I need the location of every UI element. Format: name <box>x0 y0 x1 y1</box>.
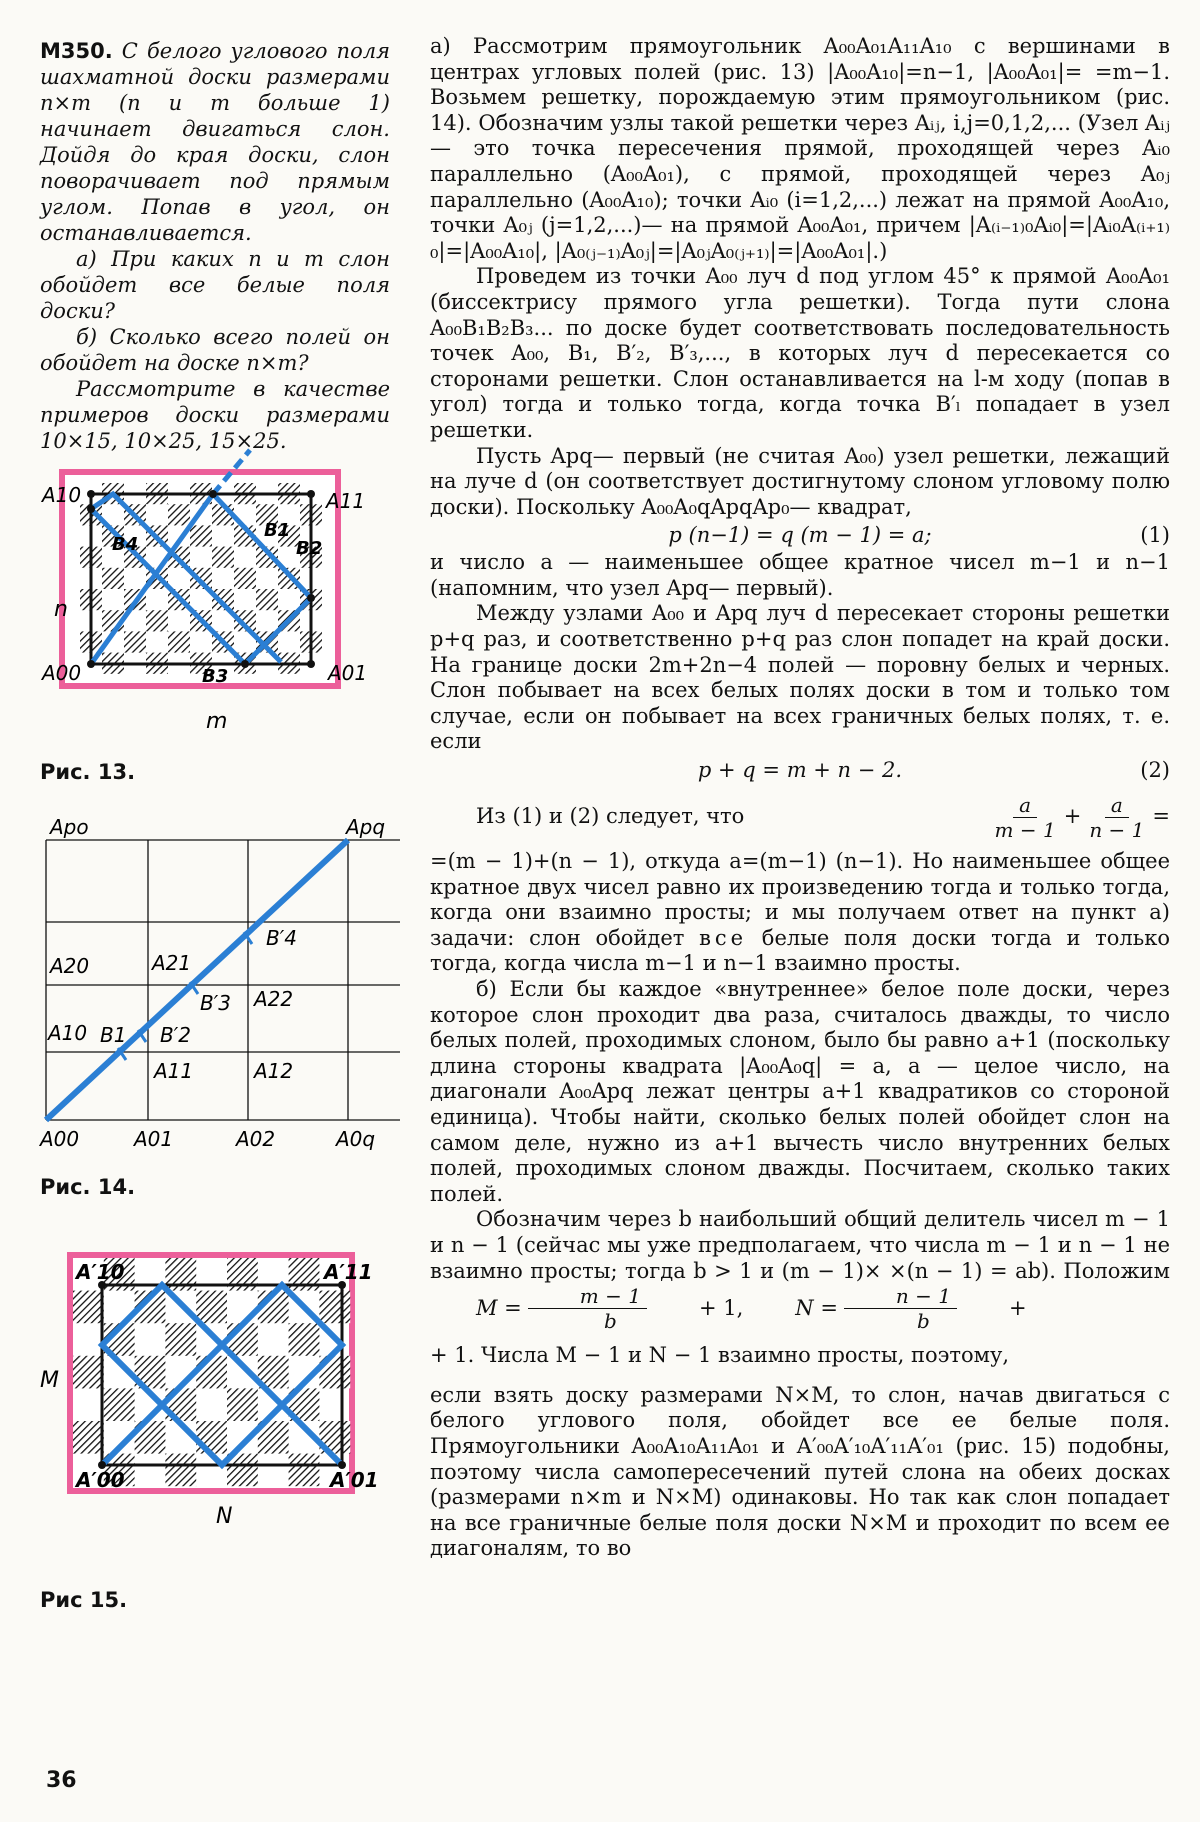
fraction-2: $\frac{a}{n - 1}$ <box>1089 792 1145 842</box>
label-A00p: A′00 <box>76 1468 125 1492</box>
board-dark-square <box>319 1291 350 1324</box>
label-A12: A12 <box>254 1059 294 1083</box>
board-dark-square <box>124 631 146 652</box>
label-B4: B′4 <box>266 926 297 950</box>
from-text: Из (1) и (2) следует, что <box>476 804 745 829</box>
solution-paragraph-10: если взять доску размерами N×M, то слон, начав двигаться с белого углового поля, обойдет все ее белые поля. Прямоугольники A₀₀A₁₀A₁₁A₀₁ и A′₀₀A′₁₀A′₁₁A′₀₁ (рис. 15) подобны, поэтому числа самопересечений путей слона на обеих досках (размерами n×m и N×M) одинаковы. Но так как слон попадает на все граничные белые поля доски N×M и проходит по всем ее диагоналям, то во <box>430 1382 1170 1561</box>
label-A10: A10 <box>42 483 82 507</box>
label-Apq: Apq <box>346 815 386 839</box>
ray-d <box>46 840 348 1120</box>
label-Ap0: Apo <box>50 815 89 839</box>
label-B1: B1 <box>264 520 291 541</box>
label-A10: A10 <box>48 1021 88 1045</box>
label-A01p: A′01 <box>330 1468 379 1492</box>
label-A20: A20 <box>50 954 90 978</box>
solution-paragraph-2: Проведем из точки A₀₀ луч d под углом 45° к прямой A₀₀A₀₁ (биссектрису прямого угла решетки). Тогда пути слона A₀₀B₁B₂B₃... по доске будет соответствовать последовательность точек A₀₀, B₁, B′₂, B′₃,..., в которых луч d пересекается со сторонами решетки. Слон останавливается на l-м ходу (попав в угол) тогда и только тогда, когда точка B′ₗ попадает в узел решетки. <box>430 264 1170 442</box>
spaced-word: все <box>699 925 748 950</box>
board-dark-square <box>73 1421 104 1454</box>
board-dark-square <box>73 1291 104 1324</box>
board-dark-square <box>196 1356 227 1389</box>
board-dark-square <box>165 1323 196 1356</box>
label-A11p: A′11 <box>324 1260 373 1284</box>
board-dark-square <box>168 631 190 652</box>
board-dark-square <box>234 568 256 589</box>
formula-1: p (n−1) = q (m − 1) = a; (1) <box>430 520 1170 550</box>
caption-fig15: Рис 15. <box>40 1588 128 1612</box>
problem-part-a: а) При каких n и m слон обойдет все белые поля доски? <box>40 247 390 323</box>
fraction-M: $\frac{m - 1}{b}$ <box>528 1284 647 1333</box>
board-dark-square <box>196 1291 227 1324</box>
label-A11: A11 <box>154 1059 194 1083</box>
label-N: N <box>216 1504 233 1529</box>
label-B3: B′3 <box>200 991 231 1015</box>
page-number: 36 <box>46 1768 77 1793</box>
formula-1-number: (1) <box>1140 523 1170 548</box>
solution-paragraph-3: Пусть Apq— первый (не считая A₀₀) узел решетки, лежащий на луче d (он соответствует достигнутому слоном угловому полю доски). Поскольку A₀₀A₀qApqAp₀— квадрат, <box>430 443 1170 519</box>
caption-fig13: Рис. 13. <box>40 760 136 784</box>
label-A10p: A′10 <box>76 1260 125 1284</box>
solution-paragraph-6: =(m − 1)+(n − 1), откуда a=(m−1) (n−1). Но наименьшее общее кратное двух чисел равно их произведению тогда и только тогда, когда они взаимно просты; и мы получаем ответ на пункт а) задачи: слон обойдет все белые поля доски тогда и только тогда, когда числа m−1 и n−1 взаимно просты. <box>430 849 1170 976</box>
problem-hint: Рассмотрите в качестве примеров доски размерами 10×15, 10×25, 15×25. <box>40 377 390 453</box>
figure-13 <box>30 450 370 740</box>
formula-2: p + q = m + n − 2. (2) <box>430 755 1170 785</box>
board-dark-square <box>256 589 278 610</box>
label-A21: A21 <box>152 951 192 975</box>
figure-15 <box>30 1235 379 1535</box>
label-A0q: A0q <box>336 1127 376 1151</box>
label-B4: B4 <box>112 534 139 555</box>
board-dark-square <box>146 610 168 631</box>
board-dark-square <box>289 1323 320 1356</box>
label-n: n <box>54 597 68 622</box>
board-dark-square <box>168 504 190 525</box>
board-dark-square <box>73 1356 104 1389</box>
lattice-grid <box>46 840 400 1120</box>
label-B2: B2 <box>296 538 323 559</box>
solution-paragraph-5: Между узлами A₀₀ и Apq луч d пересекает стороны решетки p+q раз, и соответственно p+q раз слон попадет на край доски. На границе доски 2m+2n−4 полей — поровну белых и черных. Слон побывает на всех белых полях доски в том и только том случае, если он побывает на всех граничных белых полях, т. е. если <box>430 601 1170 754</box>
figure-14 <box>30 810 410 1155</box>
label-A01: A01 <box>134 1127 174 1151</box>
board-dark-square <box>104 1388 135 1421</box>
label-A00: A00 <box>42 661 82 685</box>
label-B3: B3 <box>202 666 229 687</box>
solution-paragraph-1: а) Рассмотрим прямоугольник A₀₀A₀₁A₁₁A₁₀ с вершинами в центрах угловых полей (рис. 13) |A₀₀A₁₀|=n−1, |A₀₀A₀₁|= =m−1. Возьмем решетку, порождаемую этим прямоугольником (рис. 14). Обозначим узлы такой решетки через Aᵢⱼ, i,j=0,1,2,... (Узел Aᵢⱼ— это точка пересечения прямой, проходящей через Aᵢ₀ параллельно (A₀₀A₀₁), с прямой, проходящей через A₀ⱼ параллельно (A₀₀A₁₀); точки Aᵢ₀ (i=1,2,...) лежат на прямой A₀₀A₁₀, точки A₀ⱼ (j=1,2,...)— на прямой A₀₀A₀₁, причем |A₍ᵢ₋₁₎₀Aᵢ₀|=|Aᵢ₀A₍ᵢ₊₁₎₀|=|A₀₀A₁₀|, |A₀₍ⱼ₋₁₎A₀ⱼ|=|A₀ⱼA₀₍ⱼ₊₁₎|=|A₀₀A₀₁|.) <box>430 34 1170 263</box>
formula-2-number: (2) <box>1140 758 1170 783</box>
label-B1: B1 <box>100 1023 127 1047</box>
board-dark-square <box>165 1454 196 1487</box>
problem-text: С белого углового поля шахматной доски размерами n×m (n и m больше 1) начинает двигаться слон. Дойдя до края доски, слон поворачивает под прямым углом. Попав в угол, он останавливается. <box>40 39 390 245</box>
caption-fig14: Рис. 14. <box>40 1175 136 1199</box>
solution-paragraph-7: б) Если бы каждое «внутреннее» белое поле доски, через которое слон проходит два раза, считалось дважды, то число белых полей, проходимых слоном, было бы равно a+1 (поскольку длина стороны квадрата |A₀₀A₀q| = a, a — целое число, на диагонали A₀₀Apq лежат центры a+1 квадратиков со стороной единица). Чтобы найти, сколько белых полей обойдет слон на самом деле, нужно из a+1 вычесть число внутренних белых полей, проходимых слоном дважды. Посчитаем, сколько таких полей. <box>430 977 1170 1206</box>
board-dark-square <box>227 1388 258 1421</box>
fraction-N: $\frac{n - 1}{b}$ <box>844 1284 957 1333</box>
solution-text <box>430 34 1170 1562</box>
label-A01: A01 <box>328 661 368 685</box>
label-A22: A22 <box>254 987 294 1011</box>
fraction-1: $\frac{a}{m - 1}$ <box>994 792 1056 842</box>
label-A02: A02 <box>236 1127 276 1151</box>
problem-number: М350. <box>40 39 113 63</box>
solution-paragraph-4: и число a — наименьшее общее кратное чисел m−1 и n−1 (напомним, что узел Apq— первый). <box>430 550 1170 600</box>
board-dark-square <box>212 547 234 568</box>
label-B2: B′2 <box>160 1023 191 1047</box>
board-dark-square <box>190 525 212 546</box>
label-A11: A11 <box>326 489 366 513</box>
label-m: m <box>206 709 228 734</box>
problem-part-b: б) Сколько всего полей он обойдет на доске n×m? <box>40 325 390 375</box>
board-dark-square <box>289 1454 320 1487</box>
formula-fraction-line: Из (1) и (2) следует, что $\frac{a}{m - 1}$ + $\frac{a}{n - 1}$ = <box>430 785 1170 849</box>
label-A00: A00 <box>40 1127 80 1151</box>
solution-paragraph-8: Обозначим через b наибольший общий делитель чисел m − 1 и n − 1 (сейчас мы уже предполагаем, что числа m − 1 и n − 1 не взаимно просты; тогда b > 1 и (m − 1)× ×(n − 1) = ab). Положим M = $\frac{m - 1}{b}$ + 1, N = $\frac{n - 1}{b}$ + <box>430 1207 1170 1334</box>
problem-statement <box>40 38 390 454</box>
board-dark-square <box>196 1421 227 1454</box>
label-M: M <box>40 1368 59 1393</box>
solution-paragraph-9: + 1. Числа M − 1 и N − 1 взаимно просты, поэтому, <box>430 1343 1010 1368</box>
board-dark-square <box>102 568 124 589</box>
